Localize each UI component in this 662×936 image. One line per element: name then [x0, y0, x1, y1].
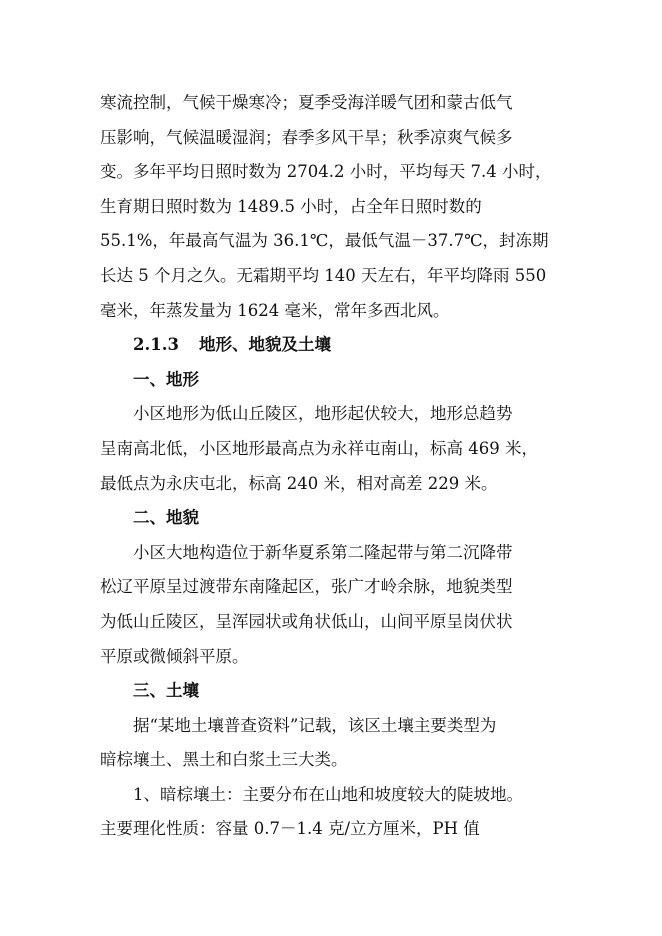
climate-paragraph — [100, 86, 560, 328]
text-line: 55.1%，年最高气温为 36.1℃，最低气温－37.7℃，封冻期 — [100, 231, 549, 251]
text-line: 生育期日照时数为 1489.5 小时，占全年日照时数的 — [100, 196, 482, 216]
text-line: 主要理化性质：容量 0.7－1.4 克/立方厘米，PH 值 — [100, 819, 480, 839]
text-line: 暗棕壤土、黑土和白浆土三大类。 — [100, 750, 348, 770]
text-line: 平原或微倾斜平原。 — [100, 646, 249, 666]
terrain-paragraph — [100, 397, 560, 501]
text-line: 小区大地构造位于新华夏系第二隆起带与第二沉降带 — [133, 542, 513, 562]
text-line: 变。多年平均日照时数为 2704.2 小时，平均每天 7.4 小时， — [100, 162, 552, 182]
text-line: 据“某地土壤普查资料”记载，该区土壤主要类型为 — [133, 715, 497, 735]
text-line: 小区地形为低山丘陵区，地形起伏较大，地形总趋势 — [133, 404, 513, 424]
section-number: 2.1.3 — [133, 335, 179, 355]
text-line: 呈南高北低，小区地形最高点为永祥屯南山，标高 469 米， — [100, 438, 538, 458]
text-line: 寒流控制，气候干燥寒冷；夏季受海洋暖气团和蒙古低气 — [100, 93, 513, 112]
soil-heading: 三、土壤 — [133, 681, 199, 701]
section-heading — [100, 328, 560, 363]
landform-heading: 二、地貌 — [133, 508, 199, 528]
text-line: 最低点为永庆屯北，标高 240 米，相对高差 229 米。 — [100, 473, 498, 493]
soil-intro-paragraph — [100, 709, 560, 778]
section-title: 地形、地貌及土壤 — [199, 335, 331, 355]
soil-item-1-paragraph — [100, 778, 560, 847]
text-line: 压影响，气候温暖湿润；春季多风干旱；秋季凉爽气候多 — [100, 127, 513, 147]
text-line: 毫米，年蒸发量为 1624 毫米，常年多西北风。 — [100, 300, 450, 320]
text-line: 1、暗棕壤土：主要分布在山地和坡度较大的陡坡地。 — [133, 784, 523, 804]
text-line: 为低山丘陵区，呈浑园状或角状低山，山间平原呈岗伏状 — [100, 611, 513, 631]
landform-paragraph — [100, 536, 560, 674]
terrain-heading: 一、地形 — [133, 369, 199, 389]
document-page — [100, 86, 560, 847]
text-line: 长达 5 个月之久。无霜期平均 140 天左右，年平均降雨 550 — [100, 265, 547, 285]
text-line: 松辽平原呈过渡带东南隆起区，张广才岭余脉，地貌类型 — [100, 577, 513, 597]
